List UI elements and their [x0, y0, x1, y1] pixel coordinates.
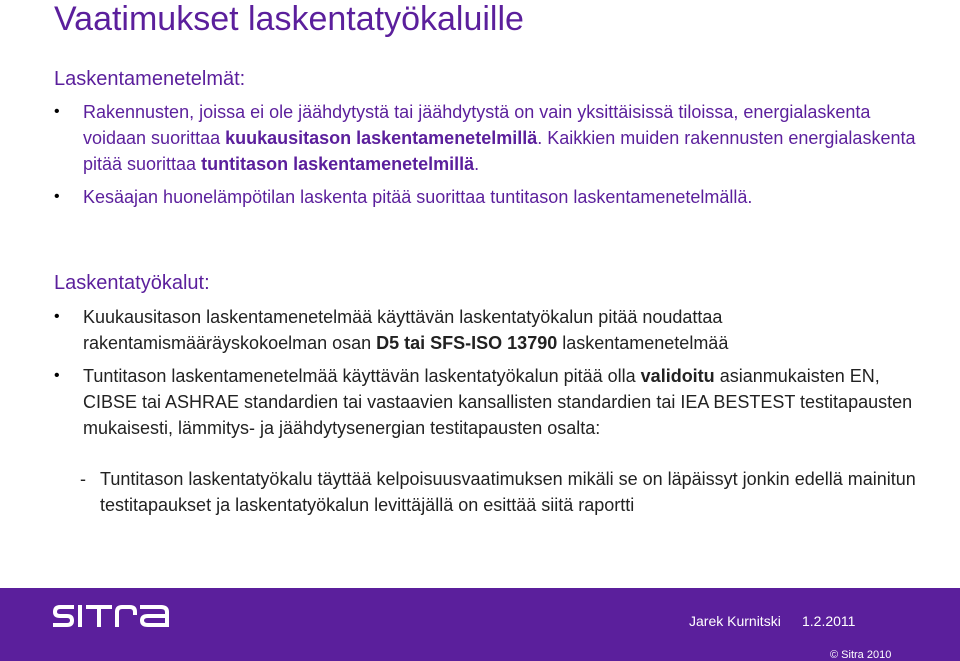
tools-dash-item: - Tuntitason laskentatyökalu täyttää kelpoisuusvaatimuksen mikäli se on läpäissyt jonkin edellä mainitun testitapaukset ja laskentatyökalun levittäjällä on esittää siitä raportti: [80, 466, 960, 518]
sitra-logo: [52, 603, 172, 629]
tools-bullet-1: • Kuukausitason laskentamenetelmää käyttävän laskentatyökalun pitää noudattaa rakentamismääräyskokoelman osan D5 tai SFS-ISO 13790 laskentamenetelmää: [54, 304, 934, 356]
presentation-date: 1.2.2011: [802, 613, 856, 629]
tools-bullet-2: • Tuntitason laskentamenetelmää käyttävän laskentatyökalun pitää olla validoitu asianmukaisten EN, CIBSE tai ASHRAE standardien tai vastaavien kansallisten standardien tai IEA BESTEST testitapausten mukaisesti, lämmitys- ja jäähdytysenergian testitapausten osalta:: [54, 363, 934, 441]
section-heading-tools: Laskentatyökalut:: [54, 272, 210, 294]
slide-title: Vaatimukset laskentatyökaluille: [54, 0, 524, 38]
author-name: Jarek Kurnitski: [689, 613, 781, 629]
footer-bar: [0, 588, 960, 661]
section-heading-methods: Laskentamenetelmät:: [54, 68, 246, 90]
copyright-notice: © Sitra 2010: [830, 649, 892, 661]
bullet-icon: •: [54, 188, 60, 205]
methods-bullet-list: [54, 99, 934, 210]
dash-icon: -: [80, 469, 86, 489]
methods-bullet-2: • Kesäajan huonelämpötilan laskenta pitää suorittaa tuntitason laskentamenetelmällä.: [54, 184, 934, 210]
bullet-icon: •: [54, 308, 60, 325]
methods-bullet-1: • Rakennusten, joissa ei ole jäähdytystä tai jäähdytystä on vain yksittäisissä tiloissa, energialaskenta voidaan suorittaa kuukausitason laskentamenetelmillä. Kaikkien muiden rakennusten energialaskenta pitää suorittaa tuntitason laskentamenetelmillä.: [54, 99, 934, 177]
tools-bullet-list: [54, 304, 934, 441]
bullet-icon: •: [54, 103, 60, 120]
bullet-icon: •: [54, 367, 60, 384]
